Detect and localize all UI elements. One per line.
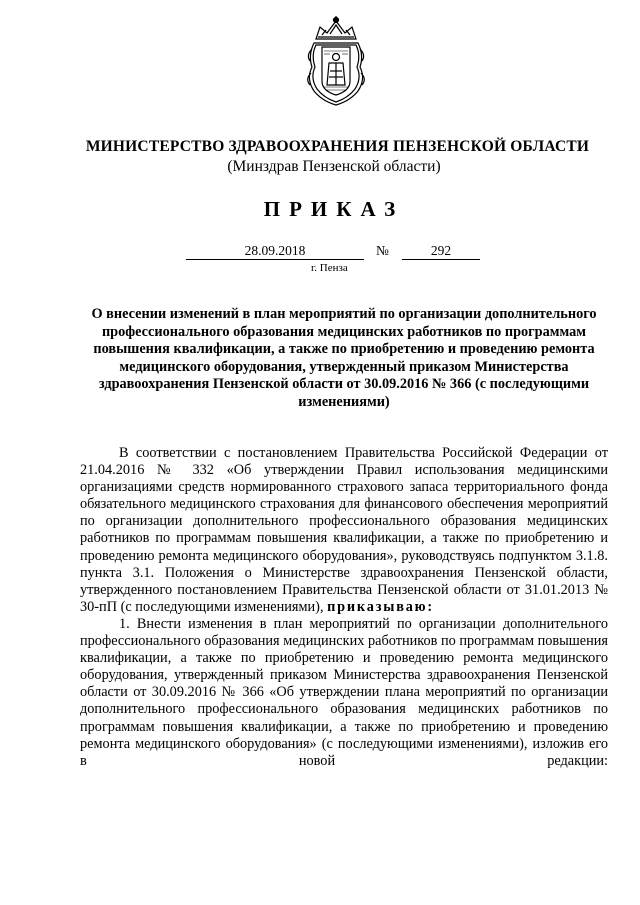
organization-short-name: (Минздрав Пензенской области) [227,158,441,175]
document-number: 292 [402,242,480,260]
order-word: приказываю: [327,598,434,615]
document-type: ПРИКАЗ [263,197,405,221]
organization-name: МИНИСТЕРСТВО ЗДРАВООХРАНЕНИЯ ПЕНЗЕНСКОЙ ОБЛАСТИ [85,138,590,155]
document-title: О внесении изменений в план мероприятий по организации дополнительного профессионального образования медицинских работников по программам повышения квалификации, а также по приобретению и проведению ремонта медицинского оборудования, утвержденный приказом Министерства здравоохранения Пензенской области от 30.09.2016 № 366 (с последующими изменениями) [91,306,597,410]
preamble-text: В соответствии с постановлением Правительства Российской Федерации от 21.04.2016 № 332 «Об утверждении Правил использования медицинскими организациями средств нормированного страхового запаса территориального фонда обязательного медицинского страхования для финансового обеспечения мероприятий по организации дополнительного профессионального образования медицинских работников по программам повышения квалификации, а также по приобретению и проведению ремонта медицинского оборудования», руководствуясь подпунктом 3.1.8. пункта 3.1. Положения о Министерстве здравоохранения Пензенской области, утвержденного постановлением Правительства Пензенской области от 31.01.2013 № 30-пП (с последующими изменениями), [80,445,608,615]
paragraph-preamble [80,445,608,616]
paragraph-item-1: 1. Внести изменения в план мероприятий по организации дополнительного профессионального образования медицинских работников по программам повышения квалификации, а также по приобретению и проведению ремонта медицинского оборудования, утвержденный приказом Министерства здравоохранения Пензенской области от 30.09.2016 № 366 «Об утверждении плана мероприятий по организации дополнительного профессионального образования медицинских работников по программам повышения квалификации, а также по приобретению и проведению ремонта медицинского оборудования» (с последующими изменениями), изложив его в новой редакции: [80,615,608,769]
document-city: г. Пенза [311,262,348,274]
document-body [80,445,608,770]
coat-of-arms-emblem [302,15,370,110]
number-sign: № [376,243,389,258]
document-date: 28.09.2018 [186,242,364,260]
